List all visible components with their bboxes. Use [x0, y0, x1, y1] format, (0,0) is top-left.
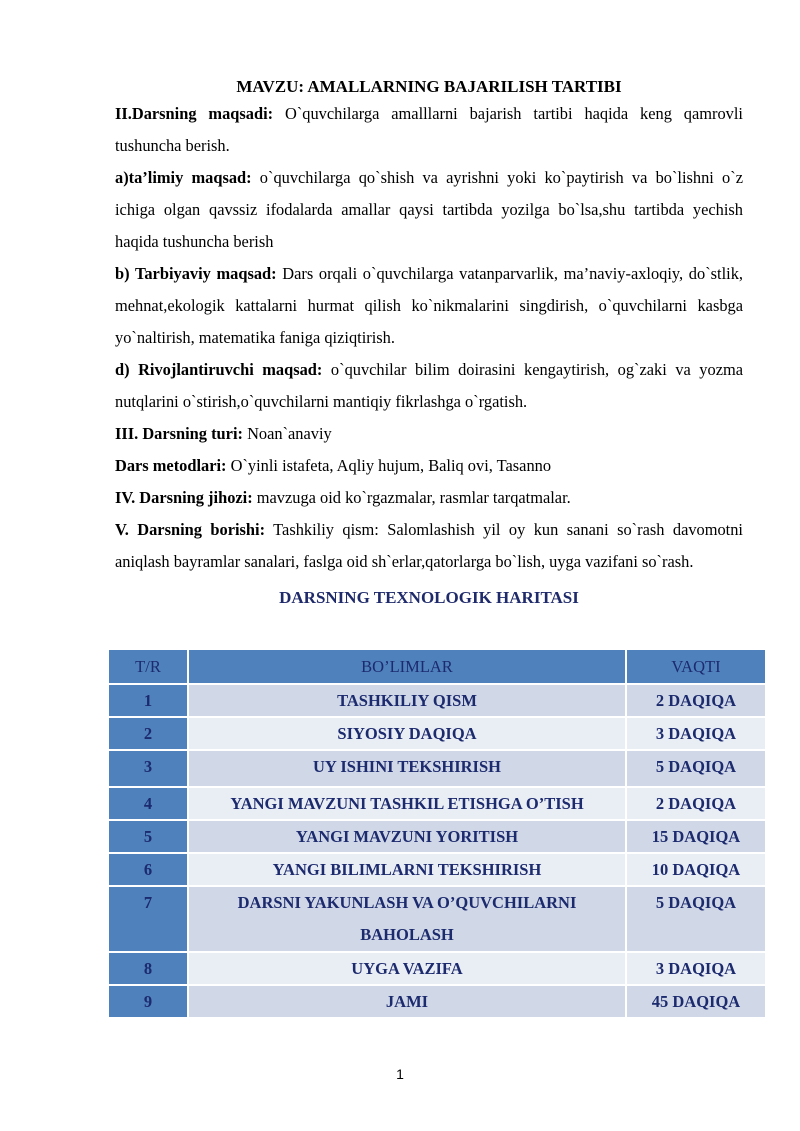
- row-section: YANGI MAVZUNI YORITISH: [189, 821, 625, 852]
- paragraph-text: o`quvchilarga qo`shish va ayrishni yoki ko`paytirish va bo`lishni o`z ichiga olgan qavssiz ifodalarda amallar qaysi tartibda yozilga bo`lsa,shu tartibda yechish haqida tushuncha berish: [115, 168, 743, 251]
- paragraph-text: O`yinli istafeta, Aqliy hujum, Baliq ovi, Tasanno: [226, 456, 552, 475]
- paragraph-objective: [115, 98, 743, 162]
- row-section: YANGI BILIMLARNI TEKSHIRISH: [189, 854, 625, 885]
- paragraph-text: mavzuga oid ko`rgazmalar, rasmlar tarqatmalar.: [252, 488, 571, 507]
- row-time: 5 DAQIQA: [627, 751, 765, 786]
- row-time: 3 DAQIQA: [627, 953, 765, 984]
- row-time: 2 DAQIQA: [627, 788, 765, 819]
- paragraph-label: IV. Darsning jihozi:: [115, 488, 253, 507]
- row-section: JAMI: [189, 986, 625, 1017]
- page-number: 1: [396, 1066, 404, 1082]
- table-row: [109, 751, 765, 786]
- row-section: YANGI MAVZUNI TASHKIL ETISHGA O’TISH: [189, 788, 625, 819]
- row-number: 2: [109, 718, 187, 749]
- paragraph-developmental-goal: [115, 354, 743, 418]
- row-section: UY ISHINI TEKSHIRISH: [189, 751, 625, 786]
- paragraph-text: Tashkiliy qism: Salomlashish yil oy kun sanani so`rash davomotni aniqlash bayramlar sanalari, faslga oid sh`erlar,qatorlarga bo`lish, uyga vazifani so`rash.: [115, 520, 743, 571]
- row-number: 9: [109, 986, 187, 1017]
- table-header-row: [109, 650, 765, 683]
- paragraph-equipment: [115, 482, 743, 514]
- paragraph-text: o`quvchilar bilim doirasini kengaytirish, og`zaki va yozma nutqlarini o`stirish,o`quvchilarni mantiqiy fikrlashga o`rgatish.: [115, 360, 743, 411]
- header-time: VAQTI: [627, 650, 765, 683]
- row-section: UYGA VAZIFA: [189, 953, 625, 984]
- table-row: [109, 953, 765, 984]
- row-number: 1: [109, 685, 187, 716]
- table-row: [109, 685, 765, 716]
- row-time: 3 DAQIQA: [627, 718, 765, 749]
- paragraph-upbringing-goal: [115, 258, 743, 354]
- paragraph-lesson-type: [115, 418, 743, 450]
- paragraph-label: II.Darsning maqsadi:: [115, 104, 274, 123]
- row-time: 5 DAQIQA: [627, 887, 765, 951]
- paragraph-methods: [115, 450, 743, 482]
- row-number: 6: [109, 854, 187, 885]
- row-section-line: DARSNI YAKUNLASH VA O’QUVCHILARNI: [237, 893, 577, 912]
- row-number: 7: [109, 887, 187, 951]
- row-number: 5: [109, 821, 187, 852]
- paragraph-label: a)ta’limiy maqsad:: [115, 168, 252, 187]
- row-time: 2 DAQIQA: [627, 685, 765, 716]
- paragraph-lesson-flow: [115, 514, 743, 578]
- row-number: 4: [109, 788, 187, 819]
- row-time: 15 DAQIQA: [627, 821, 765, 852]
- row-time: 45 DAQIQA: [627, 986, 765, 1017]
- header-sections: BO’LIMLAR: [189, 650, 625, 683]
- row-time: 10 DAQIQA: [627, 854, 765, 885]
- table-row: [109, 887, 765, 951]
- table-row: [109, 854, 765, 885]
- row-number: 8: [109, 953, 187, 984]
- paragraph-label: b) Tarbiyaviy maqsad:: [115, 264, 277, 283]
- document-title: MAVZU: AMALLARNING BAJARILISH TARTIBI: [236, 77, 622, 96]
- table-row: [109, 986, 765, 1017]
- table-title: DARSNING TEXNOLOGIK HARITASI: [279, 588, 579, 607]
- row-section-line: BAHOLASH: [360, 925, 454, 944]
- row-section: [189, 887, 625, 951]
- technology-map-table: [107, 648, 767, 1019]
- row-number: 3: [109, 751, 187, 786]
- paragraph-text: Dars orqali o`quvchilarga vatanparvarlik, ma’naviy-axloqiy, do`stlik, mehnat,ekologik kattalarni hurmat qilish ko`nikmalarini singdirish, o`quvchilarni kasbga yo`naltirish, matematika faniga qiziqtirish.: [115, 264, 743, 347]
- row-section: SIYOSIY DAQIQA: [189, 718, 625, 749]
- paragraph-label: Dars metodlari:: [115, 456, 227, 475]
- paragraph-label: III. Darsning turi:: [115, 424, 243, 443]
- table-row: [109, 718, 765, 749]
- paragraph-text: O`quvchilarga amalllarni bajarish tartibi haqida keng qamrovli tushuncha berish.: [115, 104, 743, 155]
- document-body: [115, 76, 743, 612]
- row-section: TASHKILIY QISM: [189, 685, 625, 716]
- paragraph-text: Noan`anaviy: [242, 424, 332, 443]
- paragraph-educational-goal: [115, 162, 743, 258]
- header-number: T/R: [109, 650, 187, 683]
- table-row: [109, 788, 765, 819]
- paragraph-label: d) Rivojlantiruvchi maqsad:: [115, 360, 323, 379]
- paragraph-label: V. Darsning borishi:: [115, 520, 266, 539]
- table-row: [109, 821, 765, 852]
